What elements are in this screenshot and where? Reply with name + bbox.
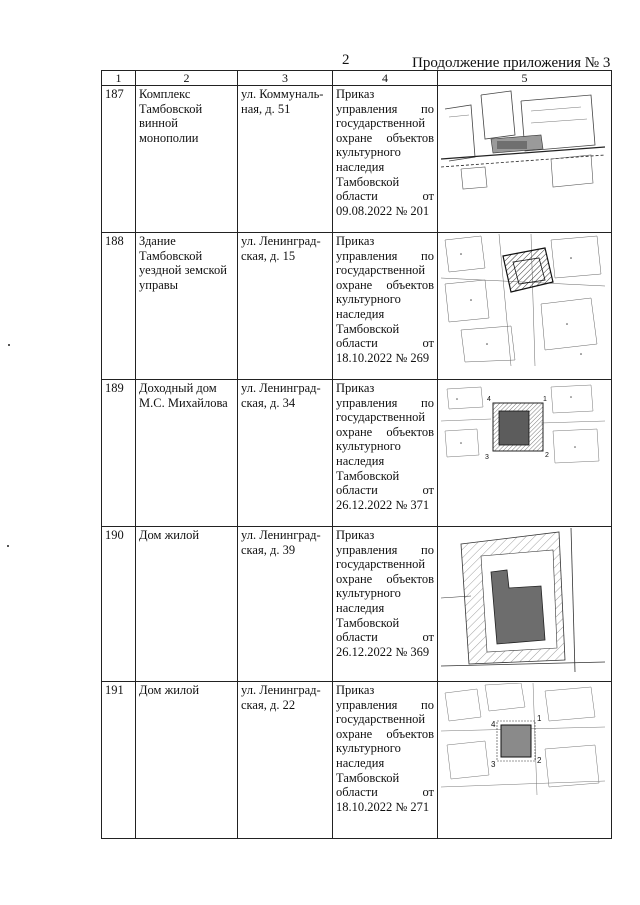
- row-number: 189: [102, 380, 136, 527]
- column-header: 3: [238, 71, 333, 86]
- site-plan-image: [438, 380, 612, 527]
- table-row: [102, 682, 612, 839]
- row-number: 188: [102, 233, 136, 380]
- table-row: [102, 233, 612, 380]
- site-plan-image: [438, 86, 612, 233]
- scan-mark: [8, 344, 10, 346]
- site-plan-drawing: [441, 528, 605, 672]
- order-reference: Приказ управления по государственной охране объектов культурного наследия Тамбовской области от 09.08.2022 № 201: [333, 86, 438, 233]
- table-row: [102, 527, 612, 682]
- site-plan-drawing: [441, 381, 605, 473]
- object-name: Дом жилой: [136, 527, 238, 682]
- object-address: ул. Ленинград-ская, д. 39: [238, 527, 333, 682]
- object-address: ул. Ленинград-ская, д. 22: [238, 682, 333, 839]
- plan-point-label: 1: [537, 714, 542, 723]
- column-header: 5: [438, 71, 612, 86]
- plan-point-label: 3: [485, 454, 489, 461]
- plan-point-label: 1: [543, 396, 547, 403]
- plan-point-label: 4: [491, 720, 496, 729]
- plan-point-label: 4: [487, 396, 491, 403]
- table-header-row: [102, 71, 612, 86]
- plan-point-label: 2: [537, 756, 542, 765]
- heritage-registry-table: [101, 70, 612, 839]
- object-name: Доходный дом М.С. Михайлова: [136, 380, 238, 527]
- site-plan-image: [438, 682, 612, 839]
- site-plan-drawing: [441, 234, 605, 366]
- order-reference: Приказ управления по государственной охране объектов культурного наследия Тамбовской области от 26.12.2022 № 371: [333, 380, 438, 527]
- order-reference: Приказ управления по государственной охране объектов культурного наследия Тамбовской области от 18.10.2022 № 269: [333, 233, 438, 380]
- row-number: 190: [102, 527, 136, 682]
- object-address: ул. Ленинград-ская, д. 15: [238, 233, 333, 380]
- order-reference: Приказ управления по государственной охране объектов культурного наследия Тамбовской области от 18.10.2022 № 271: [333, 682, 438, 839]
- object-address: ул. Коммуналь-ная, д. 51: [238, 86, 333, 233]
- site-plan-image: [438, 527, 612, 682]
- plan-point-label: 3: [491, 760, 496, 769]
- table-row: [102, 86, 612, 233]
- row-number: 191: [102, 682, 136, 839]
- page-number: 2: [342, 52, 350, 68]
- column-header: 1: [102, 71, 136, 86]
- object-address: ул. Ленинград-ская, д. 34: [238, 380, 333, 527]
- column-header: 2: [136, 71, 238, 86]
- object-name: Дом жилой: [136, 682, 238, 839]
- table-row: [102, 380, 612, 527]
- order-reference: Приказ управления по государственной охране объектов культурного наследия Тамбовской области от 26.12.2022 № 369: [333, 527, 438, 682]
- object-name: Комплекс Тамбовской винной монополии: [136, 86, 238, 233]
- scan-mark: [7, 545, 9, 547]
- row-number: 187: [102, 86, 136, 233]
- column-header: 4: [333, 71, 438, 86]
- object-name: Здание Тамбовской уездной земской управы: [136, 233, 238, 380]
- site-plan-drawing: [441, 87, 605, 207]
- site-plan-image: [438, 233, 612, 380]
- continuation-title: Продолжение приложения № 3: [412, 55, 611, 71]
- site-plan-drawing: [441, 683, 605, 795]
- plan-point-label: 2: [545, 452, 549, 459]
